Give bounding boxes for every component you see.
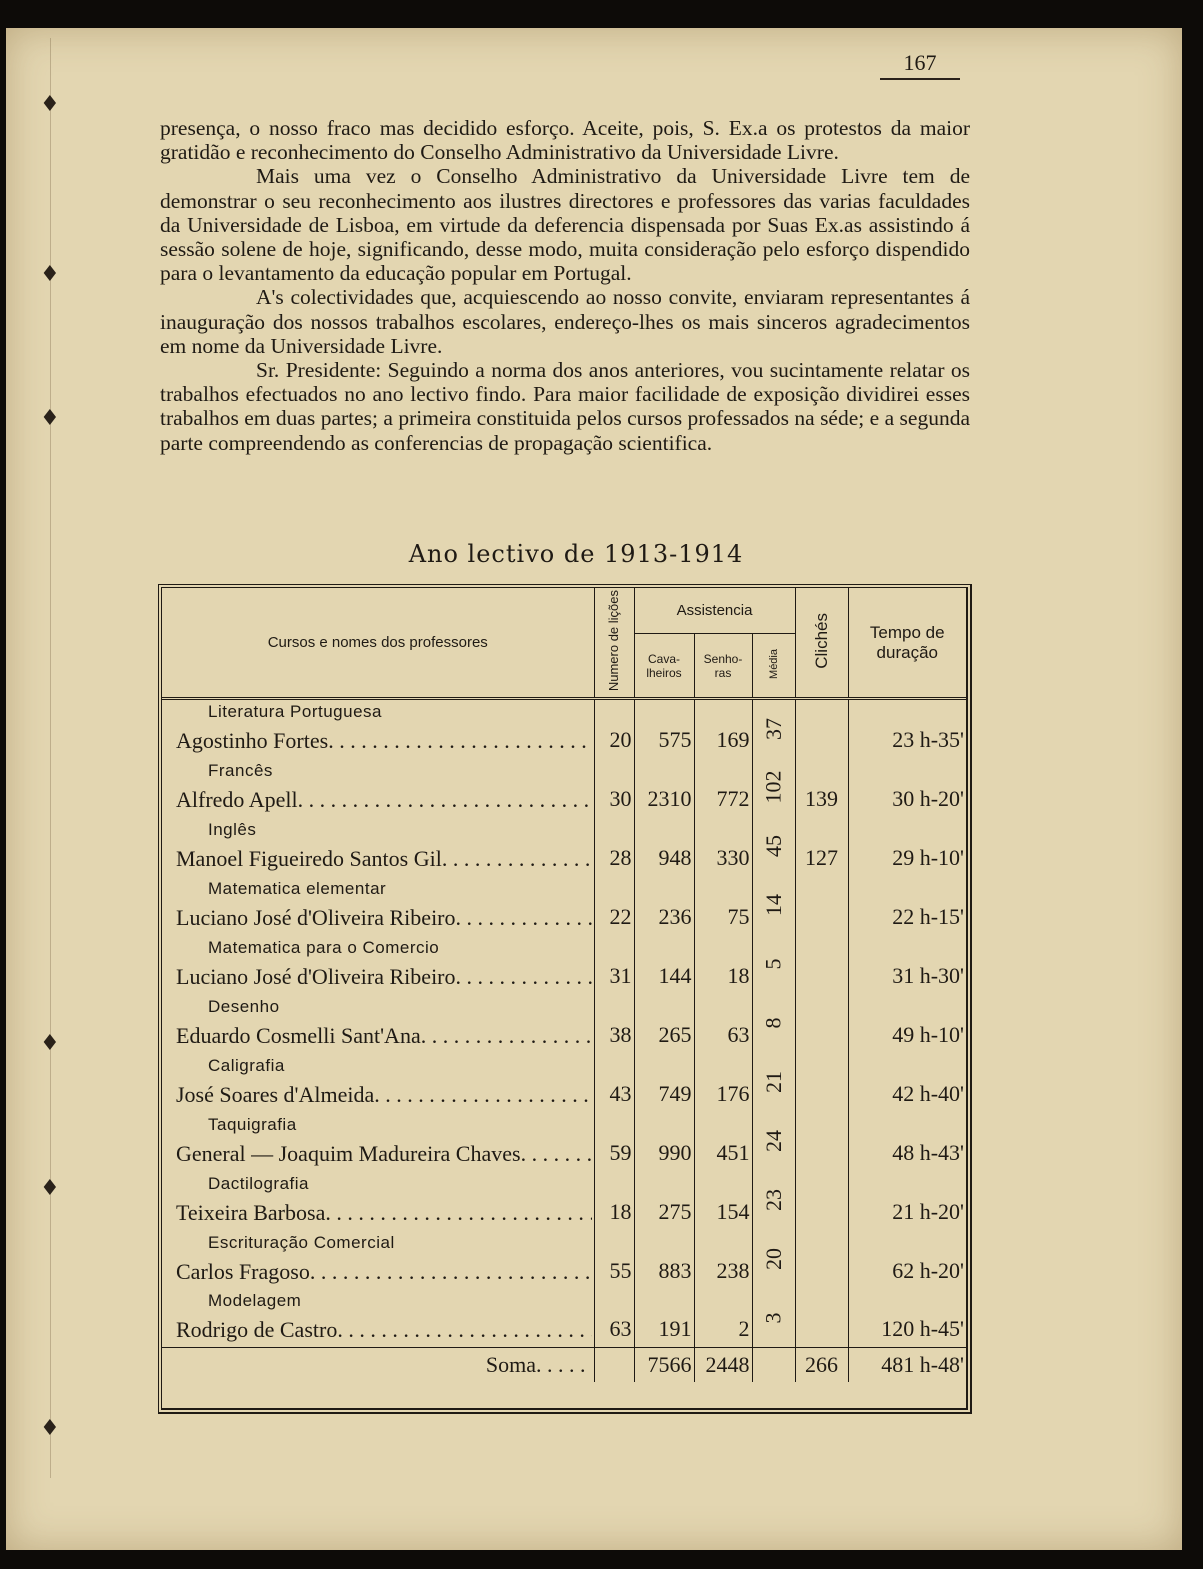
- tempo-cell: 21 h-20': [848, 1171, 966, 1230]
- tempo-cell: 30 h-20': [848, 758, 966, 817]
- cavalheiros-cell: 948: [634, 817, 694, 876]
- subject-label: Francês: [208, 760, 273, 780]
- table-row: [162, 935, 966, 994]
- cliches-cell: [795, 994, 848, 1053]
- tempo-cell: 31 h-30': [848, 935, 966, 994]
- header-assistencia: Assistencia: [634, 588, 795, 633]
- cavalheiros-cell: 2310: [634, 758, 694, 817]
- media-cell: 21: [752, 1053, 795, 1112]
- paragraph: presença, o nosso fraco mas decidido esforço. Aceite, pois, S. Ex.a os protestos da maior gratidão e reconhecimento do Conselho Administrativo da Universidade Livre.: [160, 116, 970, 165]
- table-row: [162, 817, 966, 876]
- table-row: [162, 994, 966, 1053]
- subject-label: Escrituração Comercial: [208, 1232, 395, 1252]
- binding-hole-mark: ♦: [40, 1416, 60, 1441]
- professor-name: Luciano José d'Oliveira Ribeiro: [176, 904, 456, 930]
- professor-name: Manoel Figueiredo Santos Gil: [176, 845, 442, 871]
- licoes-cell: 28: [594, 817, 634, 876]
- cliches-cell: [795, 1053, 848, 1112]
- header-senhoras: Senho-ras: [694, 633, 752, 698]
- table-row: [162, 876, 966, 935]
- table-row: [162, 1289, 966, 1348]
- tempo-cell: 49 h-10': [848, 994, 966, 1053]
- media-cell: 102: [752, 758, 795, 817]
- media-cell: 37: [752, 699, 795, 758]
- licoes-cell: 59: [594, 1112, 634, 1171]
- table-title: Ano lectivo de 1913-1914: [408, 540, 744, 568]
- media-cell: 20: [752, 1230, 795, 1289]
- subject-label: Dactilografia: [208, 1173, 309, 1193]
- cliches-cell: [795, 1289, 848, 1348]
- licoes-cell: 63: [594, 1289, 634, 1348]
- professor-name: General — Joaquim Madureira Chaves: [176, 1140, 521, 1166]
- cavalheiros-cell: 265: [634, 994, 694, 1053]
- subject-label: Taquigrafia: [208, 1114, 297, 1134]
- licoes-cell: 43: [594, 1053, 634, 1112]
- subject-label: Modelagem: [208, 1291, 302, 1311]
- paragraph: Mais uma vez o Conselho Administrativo da Universidade Livre tem de demonstrar o seu reconhecimento aos ilustres directores e professores das varias faculdades da Universidade de Lisboa, em virtude da deferencia dispensada por Suas Ex.as assistindo á sessão solene de hoje, significando, desse modo, muita consideração pelo esforço dispendido para o levantamento da educação popular em Portugal.: [160, 164, 970, 286]
- licoes-cell: 38: [594, 994, 634, 1053]
- media-cell: 3: [752, 1289, 795, 1348]
- senhoras-cell: 2: [694, 1289, 752, 1348]
- cavalheiros-cell: 749: [634, 1053, 694, 1112]
- soma-senhoras: 2448: [694, 1348, 752, 1382]
- tempo-cell: 48 h-43': [848, 1112, 966, 1171]
- licoes-cell: 20: [594, 699, 634, 758]
- table-row: [162, 699, 966, 758]
- senhoras-cell: 238: [694, 1230, 752, 1289]
- senhoras-cell: 75: [694, 876, 752, 935]
- professor-name: Eduardo Cosmelli Sant'Ana: [176, 1022, 421, 1048]
- header-tempo: Tempo de duração: [848, 588, 966, 699]
- tempo-cell: 22 h-15': [848, 876, 966, 935]
- media-cell: 5: [752, 935, 795, 994]
- soma-cliches: 266: [795, 1348, 848, 1382]
- page-number: 167: [880, 50, 960, 80]
- binding-hole-mark: ♦: [40, 262, 60, 287]
- professor-name: Carlos Fragoso: [176, 1258, 310, 1284]
- header-cursos: Cursos e nomes dos professores: [162, 588, 594, 699]
- senhoras-cell: 772: [694, 758, 752, 817]
- tempo-cell: 42 h-40': [848, 1053, 966, 1112]
- cliches-cell: [795, 1171, 848, 1230]
- paragraph: A's colectividades que, acquiescendo ao nosso convite, enviaram representantes á inauguração dos nossos trabalhos escolares, endereço-lhes os mais sinceros agradecimentos em nome da Universidade Livre.: [160, 285, 970, 358]
- cavalheiros-cell: 883: [634, 1230, 694, 1289]
- media-cell: 24: [752, 1112, 795, 1171]
- media-cell: 14: [752, 876, 795, 935]
- soma-licoes: [594, 1348, 634, 1382]
- header-numero: Numero de lições: [594, 588, 634, 699]
- binding-hole-mark: ♦: [40, 1031, 60, 1056]
- cliches-cell: [795, 876, 848, 935]
- media-cell: 45: [752, 817, 795, 876]
- binding-hole-mark: ♦: [40, 406, 60, 431]
- body-text: [160, 116, 970, 455]
- table-row: [162, 1053, 966, 1112]
- tempo-cell: 120 h-45': [848, 1289, 966, 1348]
- professor-name: José Soares d'Almeida: [176, 1081, 375, 1107]
- licoes-cell: 31: [594, 935, 634, 994]
- scanned-page: [6, 28, 1182, 1550]
- senhoras-cell: 63: [694, 994, 752, 1053]
- professor-name: Rodrigo de Castro: [176, 1317, 338, 1343]
- professor-name: Agostinho Fortes: [176, 727, 329, 753]
- statistics-table: [158, 584, 972, 1414]
- media-cell: 8: [752, 994, 795, 1053]
- table-row: [162, 1230, 966, 1289]
- binding-hole-mark: ♦: [40, 1176, 60, 1201]
- subject-label: Desenho: [208, 996, 280, 1016]
- soma-label: Soma. . . . .: [162, 1348, 594, 1382]
- tempo-cell: 29 h-10': [848, 817, 966, 876]
- professor-name: Alfredo Apell: [176, 786, 298, 812]
- header-media: Média: [752, 633, 795, 698]
- cliches-cell: 139: [795, 758, 848, 817]
- senhoras-cell: 176: [694, 1053, 752, 1112]
- header-cliches: Clichés: [795, 588, 848, 699]
- licoes-cell: 55: [594, 1230, 634, 1289]
- cavalheiros-cell: 191: [634, 1289, 694, 1348]
- senhoras-cell: 451: [694, 1112, 752, 1171]
- soma-tempo: 481 h-48': [848, 1348, 966, 1382]
- subject-label: Caligrafia: [208, 1055, 285, 1075]
- tempo-cell: 62 h-20': [848, 1230, 966, 1289]
- subject-label: Inglês: [208, 819, 257, 839]
- cavalheiros-cell: 575: [634, 699, 694, 758]
- senhoras-cell: 330: [694, 817, 752, 876]
- cliches-cell: [795, 1112, 848, 1171]
- soma-cavalheiros: 7566: [634, 1348, 694, 1382]
- margin-rule: [50, 38, 51, 1478]
- licoes-cell: 30: [594, 758, 634, 817]
- senhoras-cell: 18: [694, 935, 752, 994]
- header-cavalheiros: Cava-lheiros: [634, 633, 694, 698]
- table-row: [162, 1112, 966, 1171]
- professor-name: Teixeira Barbosa: [176, 1199, 326, 1225]
- professor-name: Luciano José d'Oliveira Ribeiro: [176, 963, 456, 989]
- senhoras-cell: 169: [694, 699, 752, 758]
- soma-row: [162, 1348, 966, 1382]
- media-cell: 23: [752, 1171, 795, 1230]
- licoes-cell: 22: [594, 876, 634, 935]
- cavalheiros-cell: 275: [634, 1171, 694, 1230]
- senhoras-cell: 154: [694, 1171, 752, 1230]
- tempo-cell: 23 h-35': [848, 699, 966, 758]
- cavalheiros-cell: 990: [634, 1112, 694, 1171]
- subject-label: Matematica para o Comercio: [208, 937, 440, 957]
- cliches-cell: [795, 1230, 848, 1289]
- soma-media: [752, 1348, 795, 1382]
- licoes-cell: 18: [594, 1171, 634, 1230]
- cavalheiros-cell: 236: [634, 876, 694, 935]
- table-row: [162, 758, 966, 817]
- table-row: [162, 1171, 966, 1230]
- cliches-cell: [795, 935, 848, 994]
- binding-hole-mark: ♦: [40, 92, 60, 117]
- paragraph: Sr. Presidente: Seguindo a norma dos anos anteriores, vou sucintamente relatar os trabalhos efectuados no ano lectivo findo. Para maior facilidade de exposição dividirei esses trabalhos em duas partes; a primeira constituida pelos cursos professados na séde; e a segunda parte compreendendo as conferencias de propagação scientifica.: [160, 358, 970, 455]
- subject-label: Literatura Portuguesa: [208, 701, 382, 721]
- cliches-cell: 127: [795, 817, 848, 876]
- cavalheiros-cell: 144: [634, 935, 694, 994]
- cliches-cell: [795, 699, 848, 758]
- subject-label: Matematica elementar: [208, 878, 387, 898]
